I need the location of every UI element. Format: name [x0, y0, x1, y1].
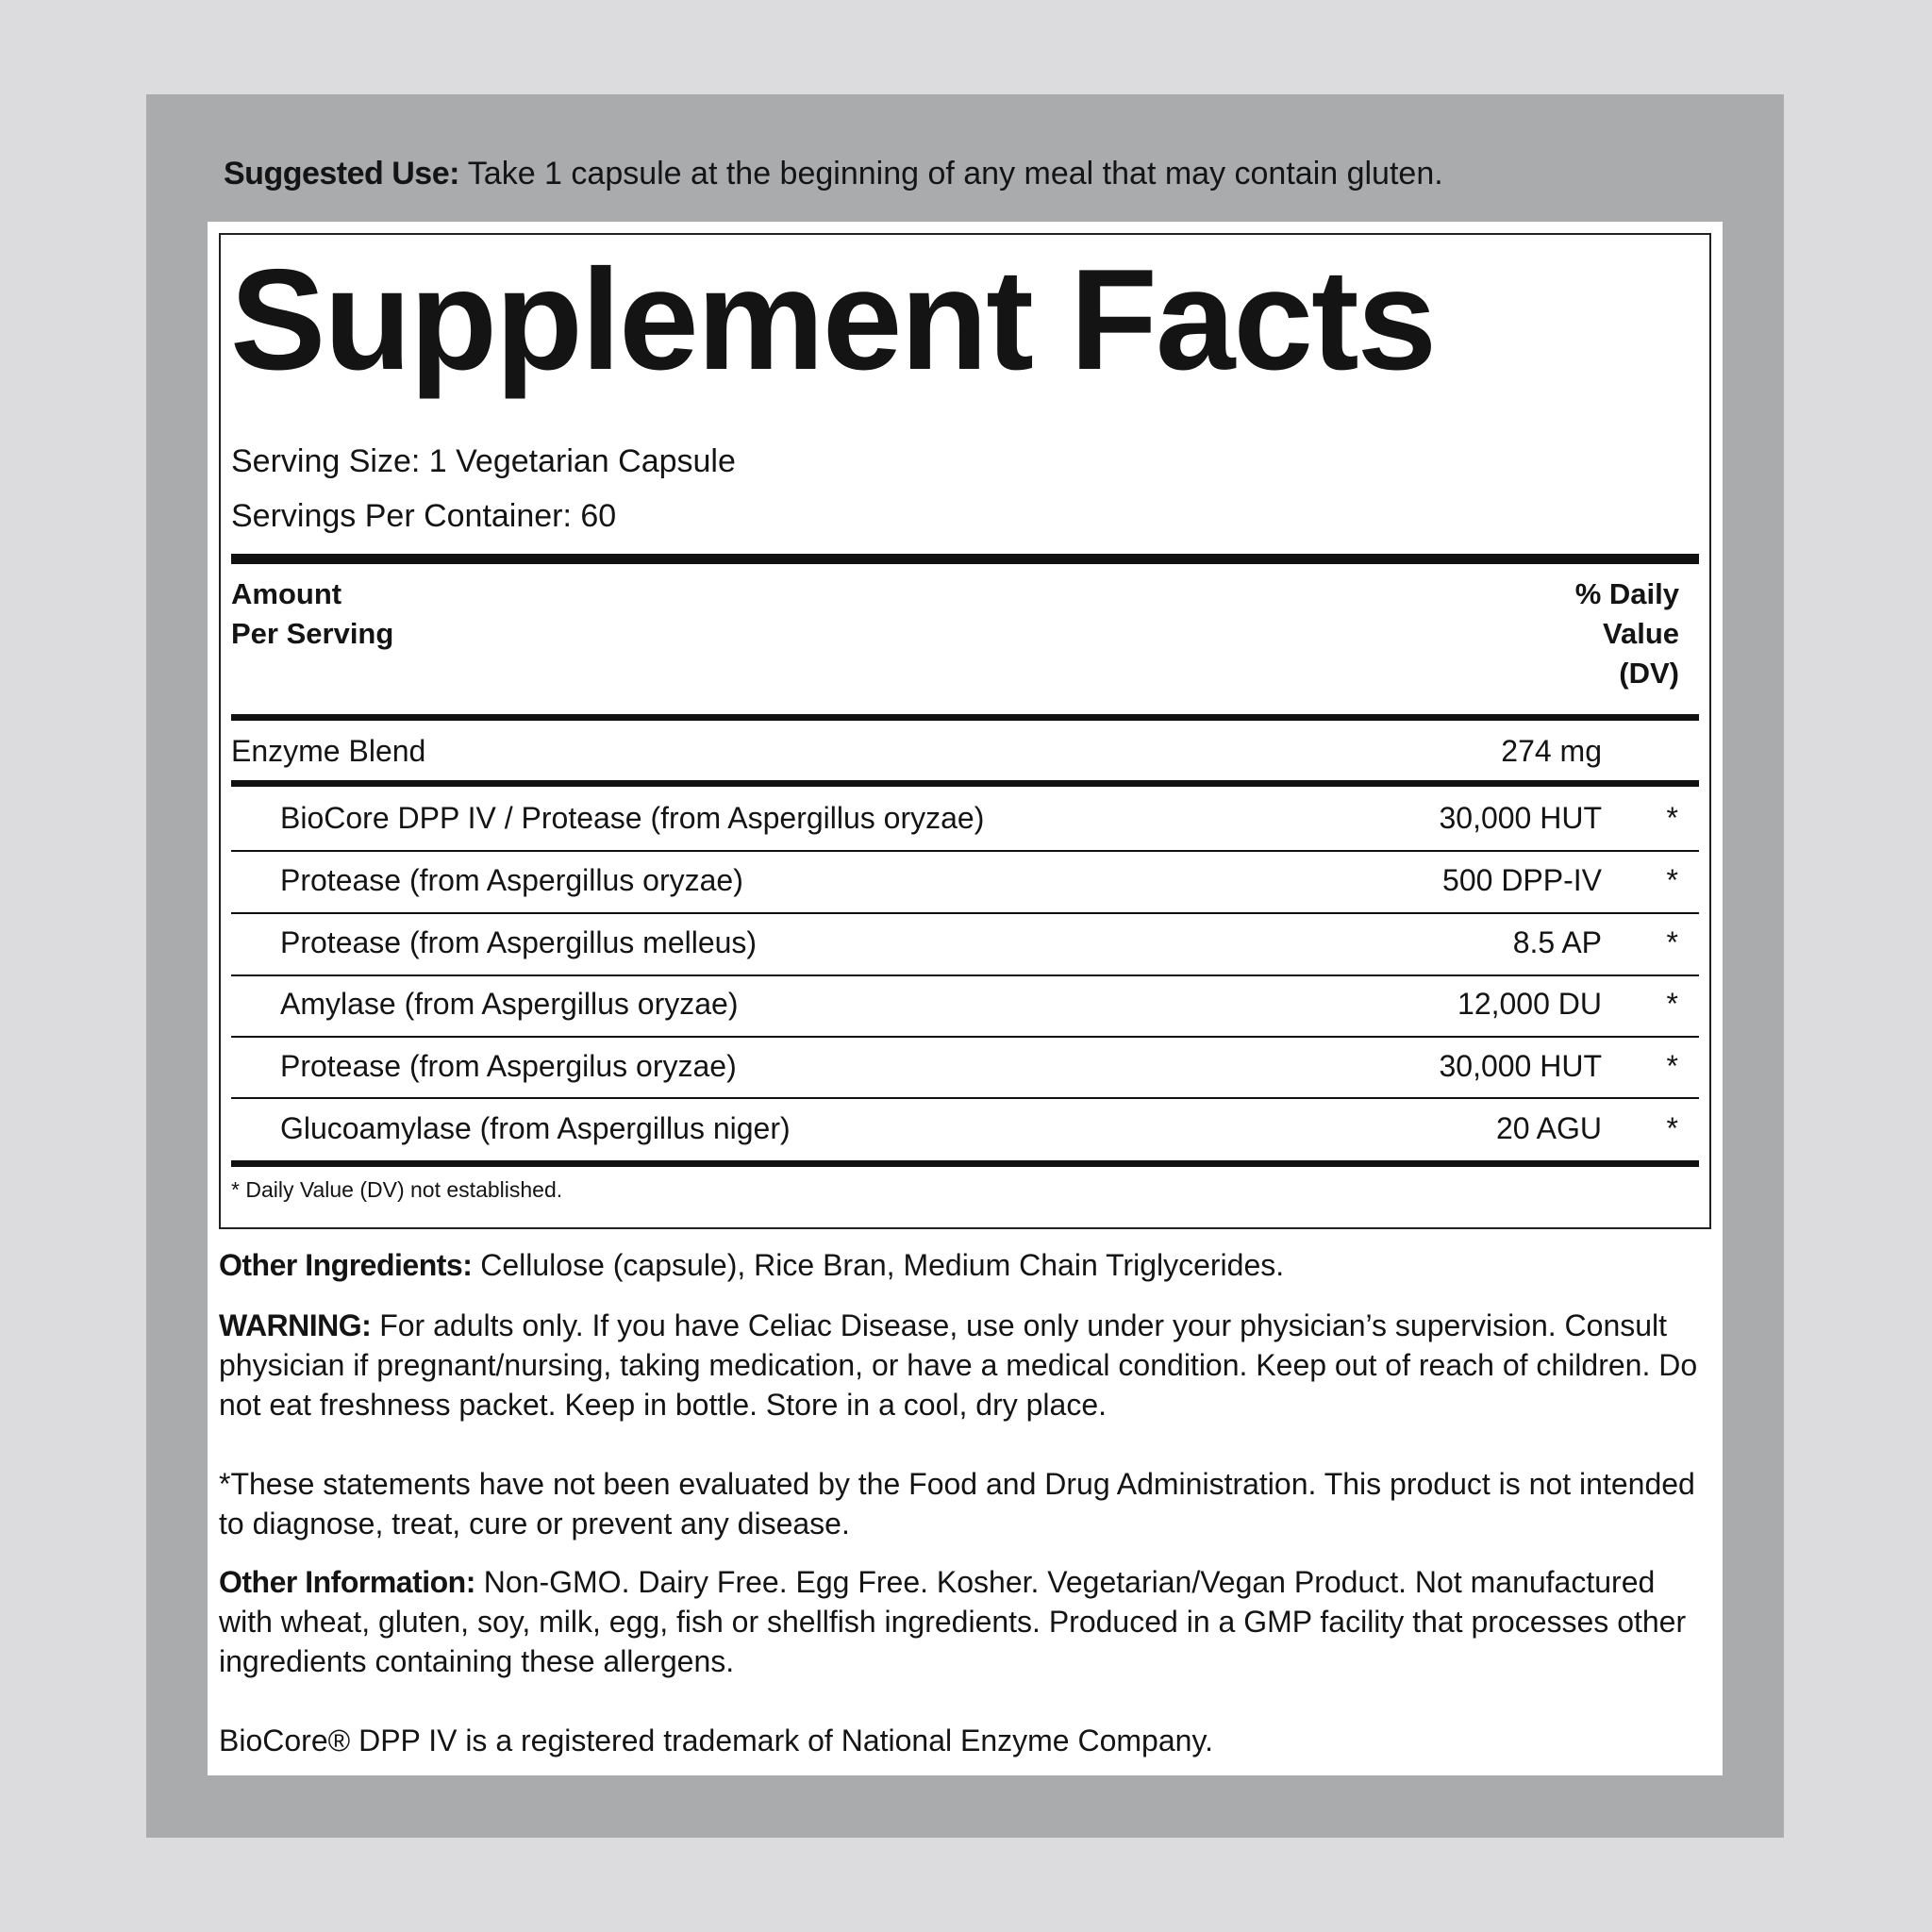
- ingredient-amount: 12,000 DU: [1457, 987, 1602, 1021]
- other-information: [219, 1562, 1715, 1681]
- dv-footnote: * Daily Value (DV) not established.: [231, 1177, 563, 1202]
- header-value-line: Value: [1603, 617, 1679, 650]
- header-amount-per-serving: [231, 575, 514, 654]
- blend-name: Enzyme Blend: [231, 734, 426, 768]
- ingredient-amount: 30,000 HUT: [1439, 1049, 1602, 1083]
- row-divider: [231, 850, 1699, 852]
- divider-facts-bottom: [231, 1160, 1699, 1167]
- header-daily-line: % Daily: [1574, 577, 1679, 610]
- row-divider: [231, 912, 1699, 914]
- ingredient-name: Protease (from Aspergillus melleus): [280, 925, 758, 959]
- other-information-text: Non-GMO. Dairy Free. Egg Free. Kosher. Vegetarian/Vegan Product. Not manufactured with wheat, gluten, soy, milk, egg, fish or shellfish ingredients. Produced in a GMP facility that processes other ingredients containing these allergens.: [219, 1565, 1687, 1678]
- ingredient-name: Glucoamylase (from Aspergillus niger): [280, 1111, 791, 1145]
- ingredient-name: Amylase (from Aspergillus oryzae): [280, 987, 739, 1021]
- suggested-use-label: Suggested Use:: [224, 156, 459, 192]
- ingredient-dv: *: [1666, 1111, 1678, 1145]
- divider-thick-top: [231, 554, 1699, 564]
- ingredient-name: Protease (from Aspergillus oryzae): [280, 863, 743, 897]
- ingredient-name: BioCore DPP IV / Protease (from Aspergillus oryzae): [280, 801, 985, 835]
- ingredient-dv: *: [1666, 801, 1678, 835]
- ingredient-dv: *: [1666, 863, 1678, 897]
- supplement-facts-panel: [219, 233, 1711, 1229]
- suggested-use: [224, 151, 1733, 196]
- servings-per-container: Servings Per Container: 60: [231, 498, 617, 534]
- label-sheet: [208, 222, 1723, 1775]
- warning: [219, 1306, 1715, 1424]
- header-amount-line: Amount: [231, 577, 342, 610]
- other-information-label: Other Information:: [219, 1565, 475, 1599]
- ingredient-amount: 30,000 HUT: [1439, 801, 1602, 835]
- ingredient-dv: *: [1666, 987, 1678, 1021]
- ingredient-amount: 8.5 AP: [1512, 925, 1602, 959]
- serving-size: Serving Size: 1 Vegetarian Capsule: [231, 443, 736, 479]
- other-ingredients-text: Cellulose (capsule), Rice Bran, Medium Chain Triglycerides.: [472, 1248, 1285, 1282]
- blend-amount: 274 mg: [1501, 734, 1602, 768]
- divider-blend-bottom: [231, 780, 1699, 787]
- divider-header-bottom: [231, 714, 1699, 721]
- row-divider: [231, 974, 1699, 976]
- suggested-use-text: Take 1 capsule at the beginning of any meal that may contain gluten.: [458, 156, 1443, 192]
- header-dv-line: (DV): [1619, 657, 1679, 690]
- other-ingredients-label: Other Ingredients:: [219, 1248, 473, 1282]
- ingredient-dv: *: [1666, 1049, 1678, 1083]
- ingredient-amount: 500 DPP-IV: [1442, 863, 1602, 897]
- header-daily-value: [1491, 575, 1679, 693]
- ingredient-name: Protease (from Aspergilus oryzae): [280, 1049, 737, 1083]
- fda-statement: *These statements have not been evaluated by the Food and Drug Administration. This product is not intended to diagnose, treat, cure or prevent any disease.: [219, 1467, 1695, 1541]
- other-ingredients: [219, 1245, 1715, 1285]
- row-divider: [231, 1036, 1699, 1038]
- facts-title: Supplement Facts: [230, 240, 1436, 400]
- warning-label: WARNING:: [219, 1308, 372, 1342]
- row-divider: [231, 1097, 1699, 1099]
- ingredient-dv: *: [1666, 925, 1678, 959]
- warning-text: For adults only. If you have Celiac Disease, use only under your physician’s supervision. Consult physician if pregnant/nursing, taking medication, or have a medical condition. Keep out of reach of children. Do not eat freshness packet. Keep in bottle. Store in a cool, dry place.: [219, 1308, 1698, 1422]
- ingredient-amount: 20 AGU: [1495, 1111, 1602, 1145]
- trademark-notice: BioCore® DPP IV is a registered trademark of National Enzyme Company.: [219, 1724, 1213, 1757]
- header-per-serving-line: Per Serving: [231, 617, 394, 650]
